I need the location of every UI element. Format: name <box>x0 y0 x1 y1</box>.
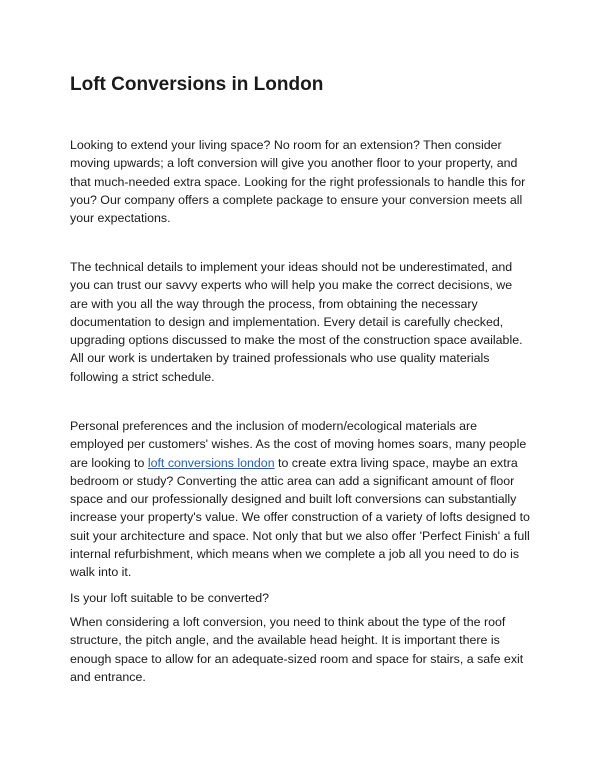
intro-paragraph: Looking to extend your living space? No room for an extension? Then consider moving upwards; a loft conversion will give you another floor to your property, and that much-needed extra space. Looking for the right professionals to handle this for you? Our company offers a complete package to ensure your conversion meets all your expectations. <box>70 138 526 226</box>
paragraph-text-before-link: Personal preferences and the inclusion of modern/ecological materials are employed per customers' wishes. As the cost of moving homes soars, many people are looking to <box>70 419 527 470</box>
loft-conversions-london-link[interactable]: loft conversions london <box>147 455 275 470</box>
technical-details-paragraph: The technical details to implement your ideas should not be underestimated, and you can trust our savvy experts who will help you make the correct decisions, we are with you all the way through the process, from obtaining the necessary documentation to design and implementation. Every detail is carefully checked, upgrading options discussed to make the most of the construction space available. All our work is undertaken by trained professionals who use quality materials following a strict schedule. <box>70 260 523 384</box>
paragraph-text-after-link: to create extra living space, maybe an extra bedroom or study? Converting the attic area can add a significant amount of floor space and our professionally designed and built loft conversions can substantially increase your property's value. We offer construction of a variety of lofts designed to suit your architecture and space. Not only that but we also offer 'Perfect Finish' a full internal refurbishment, which means when we complete a job all you need to do is walk into it. <box>70 455 530 580</box>
preferences-paragraph <box>70 417 532 582</box>
considerations-paragraph: When considering a loft conversion, you need to think about the type of the roof structure, the pitch angle, and the available head height. It is important there is enough space to allow for an adequate-sized room and space for stairs, a safe exit and entrance. <box>70 615 524 684</box>
page-title: Loft Conversions in London <box>70 74 324 95</box>
suitability-question: Is your loft suitable to be converted? <box>70 591 270 605</box>
